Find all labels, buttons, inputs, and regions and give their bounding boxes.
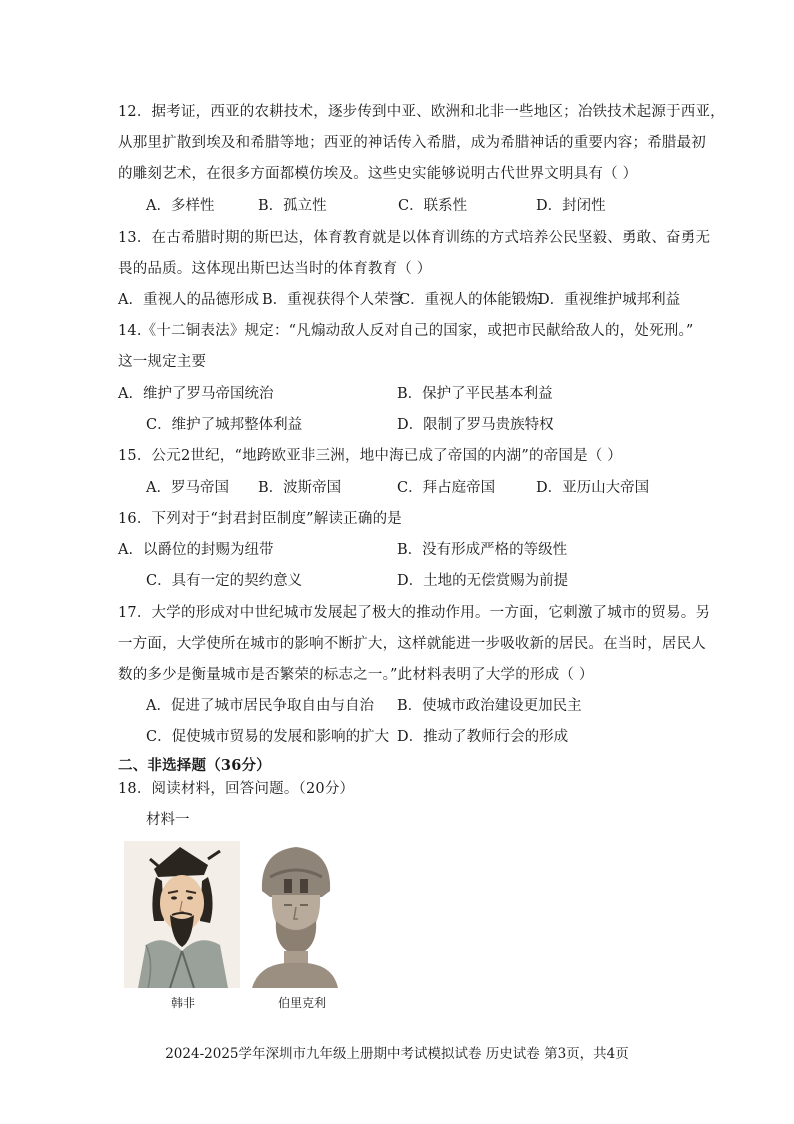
q13-option-c[interactable]: C．重视人的体能锻炼 — [399, 292, 541, 308]
pericles-portrait — [240, 841, 350, 988]
q17-option-b[interactable]: B．使城市政治建设更加民主 — [397, 698, 582, 714]
q13-line1: 13．在古希腊时期的斯巴达，体育教育就是以体育训练的方式培养公民坚毅、勇敢、奋勇无 — [118, 230, 711, 246]
han-fei-drawing — [124, 841, 240, 988]
q12-line1: 12．据考证，西亚的农耕技术，逐步传到中亚、欧洲和北非一些地区；冶铁技术起源于西亚， — [118, 104, 725, 120]
q16-option-b[interactable]: B．没有形成严格的等级性 — [397, 542, 568, 558]
q15-option-c[interactable]: C．拜占庭帝国 — [397, 480, 496, 496]
q14-line2: 这一规定主要 — [118, 354, 207, 370]
q17-line1: 17．大学的形成对中世纪城市发展起了极大的推动作用。一方面，它刺激了城市的贸易。另 — [118, 605, 711, 621]
q12-option-d[interactable]: D．封闭性 — [536, 198, 606, 214]
q15-line1: 15．公元2世纪，“地跨欧亚非三洲，地中海已成了帝国的内湖”的帝国是（ ） — [118, 448, 623, 464]
q16-option-a[interactable]: A．以爵位的封赐为纽带 — [118, 542, 274, 558]
q18-line1: 18．阅读材料，回答问题。（20分） — [118, 781, 355, 797]
q13-option-d[interactable]: D．重视维护城邦利益 — [538, 292, 681, 308]
q12-line3: 的雕刻艺术，在很多方面都模仿埃及。这些史实能够说明古代世界文明具有（ ） — [118, 166, 638, 182]
q14-option-a[interactable]: A．维护了罗马帝国统治 — [118, 386, 274, 402]
q15-option-d[interactable]: D．亚历山大帝国 — [536, 480, 650, 496]
q17-line3: 数的多少是衡量城市是否繁荣的标志之一。”此材料表明了大学的形成（ ） — [118, 667, 594, 683]
q12-option-a[interactable]: A．多样性 — [146, 198, 215, 214]
q13-line2: 畏的品质。这体现出斯巴达当时的体育教育（ ） — [118, 261, 432, 277]
q14-option-c[interactable]: C．维护了城邦整体利益 — [146, 417, 303, 433]
pericles-caption: 伯里克利 — [278, 996, 327, 1010]
q14-option-d[interactable]: D．限制了罗马贵族特权 — [397, 417, 554, 433]
q17-option-a[interactable]: A．促进了城市居民争取自由与自治 — [146, 698, 374, 714]
q12-option-b[interactable]: B．孤立性 — [258, 198, 327, 214]
section-heading: 二、非选择题（36分） — [118, 757, 271, 774]
pericles-drawing — [240, 841, 350, 988]
q16-line1: 16．下列对于“封君封臣制度”解读正确的是 — [118, 511, 402, 527]
q13-option-b[interactable]: B．重视获得个人荣誉 — [262, 292, 404, 308]
q17-option-d[interactable]: D．推动了教师行会的形成 — [397, 729, 569, 745]
q12-option-c[interactable]: C．联系性 — [398, 198, 468, 214]
q15-option-a[interactable]: A．罗马帝国 — [146, 480, 229, 496]
q16-option-c[interactable]: C．具有一定的契约意义 — [146, 573, 303, 589]
q13-option-a[interactable]: A．重视人的品德形成 — [118, 292, 259, 308]
q17-option-c[interactable]: C．促使城市贸易的发展和影响的扩大 — [146, 729, 390, 745]
q15-option-b[interactable]: B．波斯帝国 — [258, 480, 342, 496]
q14-line1: 14.《十二铜表法》规定：“凡煽动敌人反对自己的国家，或把市民献给敌人的，处死刑。” — [118, 323, 694, 339]
q17-line2: 一方面，大学使所在城市的影响不断扩大，这样就能进一步吸收新的居民。在当时，居民人 — [118, 636, 706, 652]
q16-option-d[interactable]: D．土地的无偿赏赐为前提 — [397, 573, 569, 589]
han-fei-caption: 韩非 — [171, 996, 196, 1010]
material-label: 材料一 — [146, 812, 190, 828]
page-footer: 2024-2025学年深圳市九年级上册期中考试模拟试卷 历史试卷 第3页，共4页 — [165, 1046, 629, 1062]
q14-option-b[interactable]: B．保护了平民基本利益 — [397, 386, 553, 402]
q12-line2: 从那里扩散到埃及和希腊等地；西亚的神话传入希腊，成为希腊神话的重要内容；希腊最初 — [118, 135, 706, 151]
han-fei-portrait — [124, 841, 240, 988]
